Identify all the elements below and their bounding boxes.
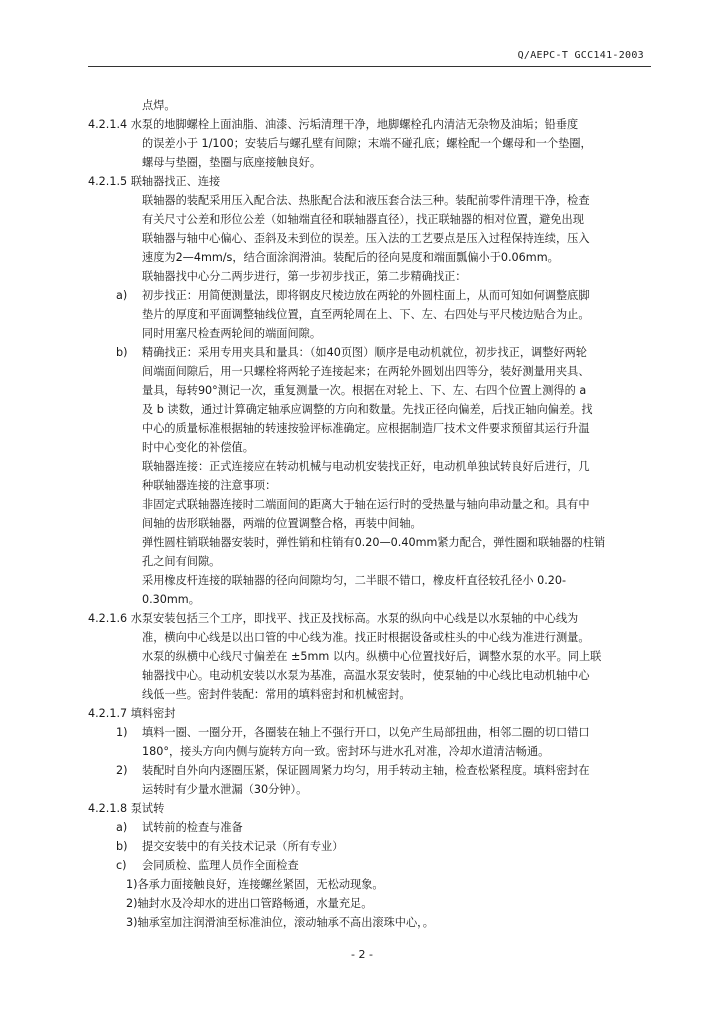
text-line: 会同质检、监理人员作全面检查 xyxy=(142,859,299,872)
text-line: 非固定式联轴器连接时二端面间的距离大于轴在运行时的受热量与轴向串动量之和。具有中 xyxy=(142,498,590,511)
text-line: 及 b 读数，通过计算确定轴承应调整的方向和数量。先找正径向偏差，后找正轴向偏差。找 xyxy=(142,403,593,416)
text-line: 间端面间隙后，用一只螺栓将两轮子连接起来；在两轮外圆划出四等分，装好测量用夹具、 xyxy=(142,365,590,378)
text-line: 4.2.1.6 水泵安装包括三个工序，即找平、找正及找标高。水泵的纵向中心线是以水泵轴的中心线为 xyxy=(88,612,579,625)
text-line: 4.2.1.5 联轴器找正、连接 xyxy=(88,175,221,188)
text-line: 孔之间有间隙。 xyxy=(142,555,221,568)
header-rule xyxy=(88,66,651,67)
text-line: 速度为2—4mm/s，结合面涂润滑油。装配后的径向晃度和端面瓢偏小于0.06mm。 xyxy=(142,251,559,264)
text-line: 0.30mm。 xyxy=(142,593,200,606)
text-line: 时中心变化的补偿值。 xyxy=(142,441,254,454)
text-line: 的误差小于 1/100；安装后与螺孔壁有间隙；末端不碰孔底；螺栓配一个螺母和一个垫圈， xyxy=(142,137,592,150)
text-line: 联轴器连接：正式连接应在转动机械与电动机安装找正好，电动机单独试转良好后进行，几 xyxy=(142,460,590,473)
text-line: 水泵的纵横中心线尺寸偏差在 ±5mm 以内。纵横中心位置找好后，调整水泵的水平。同上联 xyxy=(142,650,602,663)
text-line: 2)轴封水及冷却水的进出口管路畅通，水量充足。 xyxy=(126,897,373,910)
text-line: 联轴器的装配采用压入配合法、热胀配合法和液压套合法三种。装配前零件清理干净，检查 xyxy=(142,194,590,207)
text-line: 初步找正：用简便测量法，即将钢皮尺棱边放在两轮的外圆柱面上，从而可知如何调整底脚 xyxy=(142,289,590,302)
text-line: 线低一些。密封件装配：常用的填料密封和机械密封。 xyxy=(142,688,411,701)
text-line: 垫片的厚度和平面调整轴线位置，直至两轮周在上、下、左、右四处与平尺棱边贴合为止。 xyxy=(142,308,590,321)
page-number: - 2 - xyxy=(351,948,373,961)
text-line: 4.2.1.4 水泵的地脚螺栓上面油脂、油漆、污垢清理干净，地脚螺栓孔内清洁无杂物及油垢；铅垂度 xyxy=(88,118,579,131)
text-line: 量具，每转90°测记一次，重复测量一次。根据在对轮上、下、左、右四个位置上测得的 a xyxy=(142,384,587,397)
text-line: 运转时有少量水泄漏（30分钟）。 xyxy=(142,783,308,796)
text-line: 同时用塞尺检查两轮间的端面间隙。 xyxy=(142,327,322,340)
text-line: 4.2.1.7 填料密封 xyxy=(88,707,176,720)
text-line: 3)轴承室加注润滑油至标准油位，滚动轴承不高出滚珠中心，。 xyxy=(126,916,434,929)
text-line: 提交安装中的有关技术记录（所有专业） xyxy=(142,840,344,853)
text-line: b) xyxy=(116,840,128,853)
text-line: 种联轴器连接的注意事项： xyxy=(142,479,277,492)
text-line: c) xyxy=(116,859,127,872)
text-line: 联轴器找中心分二两步进行，第一步初步找正，第二步精确找正： xyxy=(142,270,467,283)
text-line: 轴器找中心。电动机安装以水泵为基准，高温水泵安装时，使泵轴的中心线比电动机轴中心 xyxy=(142,669,590,682)
text-line: 试转前的检查与准备 xyxy=(142,821,243,834)
text-line: 准，横向中心线是以出口管的中心线为准。找正时根据设备或柱头的中心线为准进行测量。 xyxy=(142,631,590,644)
text-line: 螺母与垫圈，垫圈与底座接触良好。 xyxy=(142,156,322,169)
text-line: 点焊。 xyxy=(142,99,176,112)
text-line: 中心的质量标准根据轴的转速按验评标准确定。应根据制造厂技术文件要求预留其运行升温 xyxy=(142,422,590,435)
text-line: a) xyxy=(116,821,128,834)
text-line: 精确找正：采用专用夹具和量具：（如40页图）顺序是电动机就位，初步找正，调整好两轮 xyxy=(142,346,587,359)
text-line: 采用橡皮杆连接的联轴器的径向间隙均匀，二半眼不错口，橡皮杆直径较孔径小 0.20- xyxy=(142,574,567,587)
text-line: 填料一圈、一圈分开，各圈装在轴上不强行开口，以免产生局部扭曲，相邻二圈的切口错口 xyxy=(142,726,590,739)
text-line: 装配时自外向内逐圈压紧，保证圆周紧力均匀，用手转动主轴，检查松紧程度。填料密封在 xyxy=(142,764,590,777)
text-line: 2) xyxy=(116,764,128,777)
text-line: 1) xyxy=(116,726,128,739)
document-code: Q/AEPC-T GCC141-2003 xyxy=(517,50,644,61)
text-line: 有关尺寸公差和形位公差（如轴端直径和联轴器直径），找正联轴器的相对位置，避免出现 xyxy=(142,213,584,226)
text-line: 1)各承力面接触良好，连接螺丝紧固，无松动现象。 xyxy=(126,878,384,891)
text-line: 弹性圆柱销联轴器安装时，弹性销和柱销有0.20—0.40mm紧力配合，弹性圈和联轴器的柱销 xyxy=(142,536,606,549)
text-line: b) xyxy=(116,346,128,359)
text-line: 联轴器与轴中心偏心、歪斜及未到位的误差。压入法的工艺要点是压入过程保持连续，压入 xyxy=(142,232,590,245)
text-line: 4.2.1.8 泵试转 xyxy=(88,802,165,815)
text-line: 180°，接头方向内侧与旋转方向一致。密封环与进水孔对准，冷却水道清洁畅通。 xyxy=(142,745,550,758)
text-line: 间轴的齿形联轴器，两端的位置调整合格，再装中间轴。 xyxy=(142,517,422,530)
text-line: a) xyxy=(116,289,128,302)
